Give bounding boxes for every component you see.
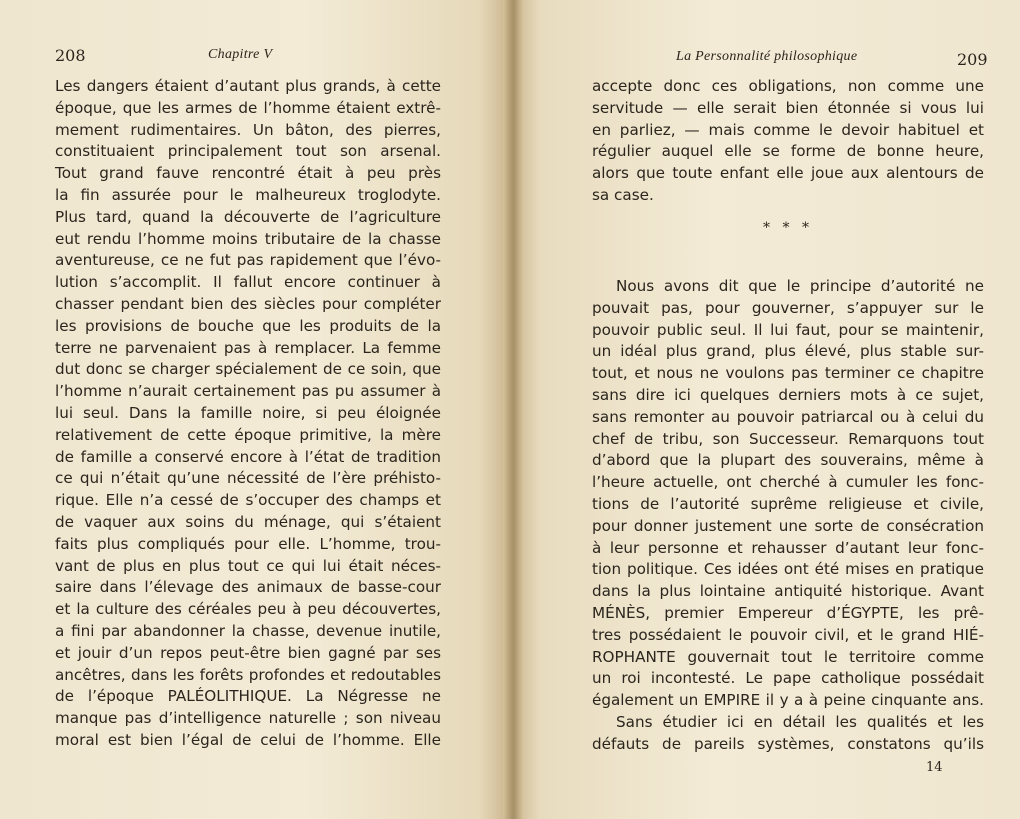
text-line: également un EMPIRE il y a à peine cinquante ans. — [592, 691, 984, 710]
right-page — [510, 0, 1020, 819]
text-line: mement rudimentaires. Un bâton, des pierres, — [55, 120, 441, 139]
text-line: défauts de pareils systèmes, constatons qu’ils — [592, 734, 984, 753]
text-line: accepte donc ces obligations, non comme une — [592, 77, 984, 95]
text-line: en parliez, — mais comme le devoir habituel et — [592, 120, 984, 139]
text-line: la fin assurée pour le malheureux troglodyte. — [55, 185, 441, 204]
text-line: époque, que les armes de l’homme étaient extrê- — [55, 98, 441, 117]
text-line: rique. Elle n’a cessé de s’occuper des champs et — [55, 491, 441, 510]
text-line: sa case. — [592, 185, 654, 204]
signature-mark: 14 — [926, 760, 943, 775]
text-line: lui seul. Dans la famille noire, si peu éloignée — [55, 403, 441, 422]
right-running-head: La Personnalité philosophique — [676, 49, 858, 64]
text-line: de famille a conservé encore à l’état de tradition — [55, 447, 441, 466]
text-line: chasser pendant bien des siècles pour compléter — [55, 294, 441, 313]
text-line: Les dangers étaient d’autant plus grands, à cette — [55, 77, 441, 95]
text-line: moral est bien l’égal de celui de l’homme. Elle — [55, 730, 441, 749]
text-line: eut rendu l’homme moins tributaire de la chasse — [55, 229, 441, 248]
text-line: un idéal plus grand, plus élevé, plus stable sur- — [592, 342, 984, 361]
text-line: pouvoir public seul. Il lui faut, pour se maintenir, — [592, 320, 984, 339]
text-line: MÉNÈS, premier Empereur d’ÉGYPTE, les prê- — [592, 603, 984, 622]
text-line: régulier auquel elle se forme de bonne heure, — [592, 142, 984, 161]
text-line: sans dire ici quelques derniers mots à ce sujet, — [592, 385, 984, 404]
left-running-head: Chapitre V — [208, 47, 273, 62]
text-line: à leur personne et rehausser d’autant leur fonc- — [592, 538, 984, 557]
text-line: l’homme n’aurait certainement pas pu assumer à — [55, 382, 441, 401]
text-line: dans la plus lointaine antiquité historique. Avant — [592, 582, 984, 601]
text-line: les provisions de bouche que les produits de la — [55, 316, 441, 335]
text-line: et jouir d’un repos peut-être bien gagné par ses — [55, 643, 441, 662]
left-page-number: 208 — [55, 46, 86, 65]
text-line: saire dans l’élevage des animaux de basse-cour — [55, 578, 441, 597]
text-line: ROPHANTE gouvernait tout le territoire comme — [592, 647, 984, 666]
right-page-number: 209 — [957, 50, 988, 69]
text-line: constituaient principalement tout son arsenal. — [55, 142, 441, 161]
text-line: tions de l’autorité suprême religieuse et civile, — [592, 494, 984, 513]
text-line: Sans étudier ici en détail les qualités et les — [616, 712, 984, 731]
section-asterism — [758, 222, 818, 234]
text-line: a fini par abandonner la chasse, devenue inutile, — [55, 621, 441, 640]
text-line: relativement de cette époque primitive, la mère — [55, 425, 441, 444]
text-line: alors que toute enfant elle joue aux alentours de — [592, 164, 984, 183]
right-page-text-top — [592, 76, 984, 207]
text-line: vant de plus en plus tout ce qui lui était néces- — [55, 556, 441, 575]
text-line: dut donc se charger spécialement de ce soin, que — [55, 360, 441, 379]
text-line: Tout grand fauve rencontré était à peu près — [55, 164, 441, 183]
text-line: lution s’accomplit. Il fallut encore continuer à — [55, 273, 441, 292]
right-page-text-bottom — [592, 276, 984, 756]
text-line: manque pas d’intelligence naturelle ; son niveau — [55, 709, 441, 728]
text-line: tout, et nous ne voulons pas terminer ce chapitre — [592, 364, 984, 383]
text-line: ancêtres, dans les forêts profondes et redoutables — [55, 665, 441, 684]
text-line: pour donner justement une sorte de consécration — [592, 516, 984, 535]
text-line: d’abord que la plupart des souverains, même à — [592, 451, 984, 470]
text-line: et la culture des céréales peu à peu découvertes, — [55, 600, 441, 619]
text-line: terre ne parvenaient pas à remplacer. La femme — [55, 338, 441, 357]
book-gutter — [503, 0, 523, 819]
asterism-text: * * * — [763, 220, 813, 236]
text-line: chef de tribu, son Successeur. Remarquons tout — [592, 429, 984, 448]
text-line: aventureuse, ce ne fut pas rapidement que l’évo- — [55, 251, 441, 270]
text-line: ce qui n’était qu’une nécessité de l’ère préhisto- — [55, 469, 441, 488]
text-line: Nous avons dit que le principe d’autorité ne — [616, 277, 984, 295]
text-line: tres possédaient le pouvoir civil, et le grand HIÉ- — [592, 625, 984, 644]
left-page-text — [55, 76, 441, 752]
text-line: servitude — elle serait bien étonnée si vous lui — [592, 98, 984, 117]
text-line: sans remonter au pouvoir patriarcal ou à celui du — [592, 407, 984, 426]
text-line: de l’époque PALÉOLITHIQUE. La Négresse ne — [55, 687, 441, 706]
text-line: Plus tard, quand la découverte de l’agriculture — [55, 207, 441, 226]
text-line: faits plus compliqués pour elle. L’homme, trou- — [55, 534, 441, 553]
text-line: un roi incontesté. Le pape catholique possédait — [592, 669, 984, 688]
text-line: tion politique. Ces idées ont été mises en pratique — [592, 560, 984, 579]
text-line: pouvait pas, pour gouverner, s’appuyer sur le — [592, 298, 984, 317]
text-line: de vaquer aux soins du ménage, qui s’étaient — [55, 512, 441, 531]
text-line: l’heure actuelle, ont cherché à cumuler les fonc- — [592, 473, 984, 492]
